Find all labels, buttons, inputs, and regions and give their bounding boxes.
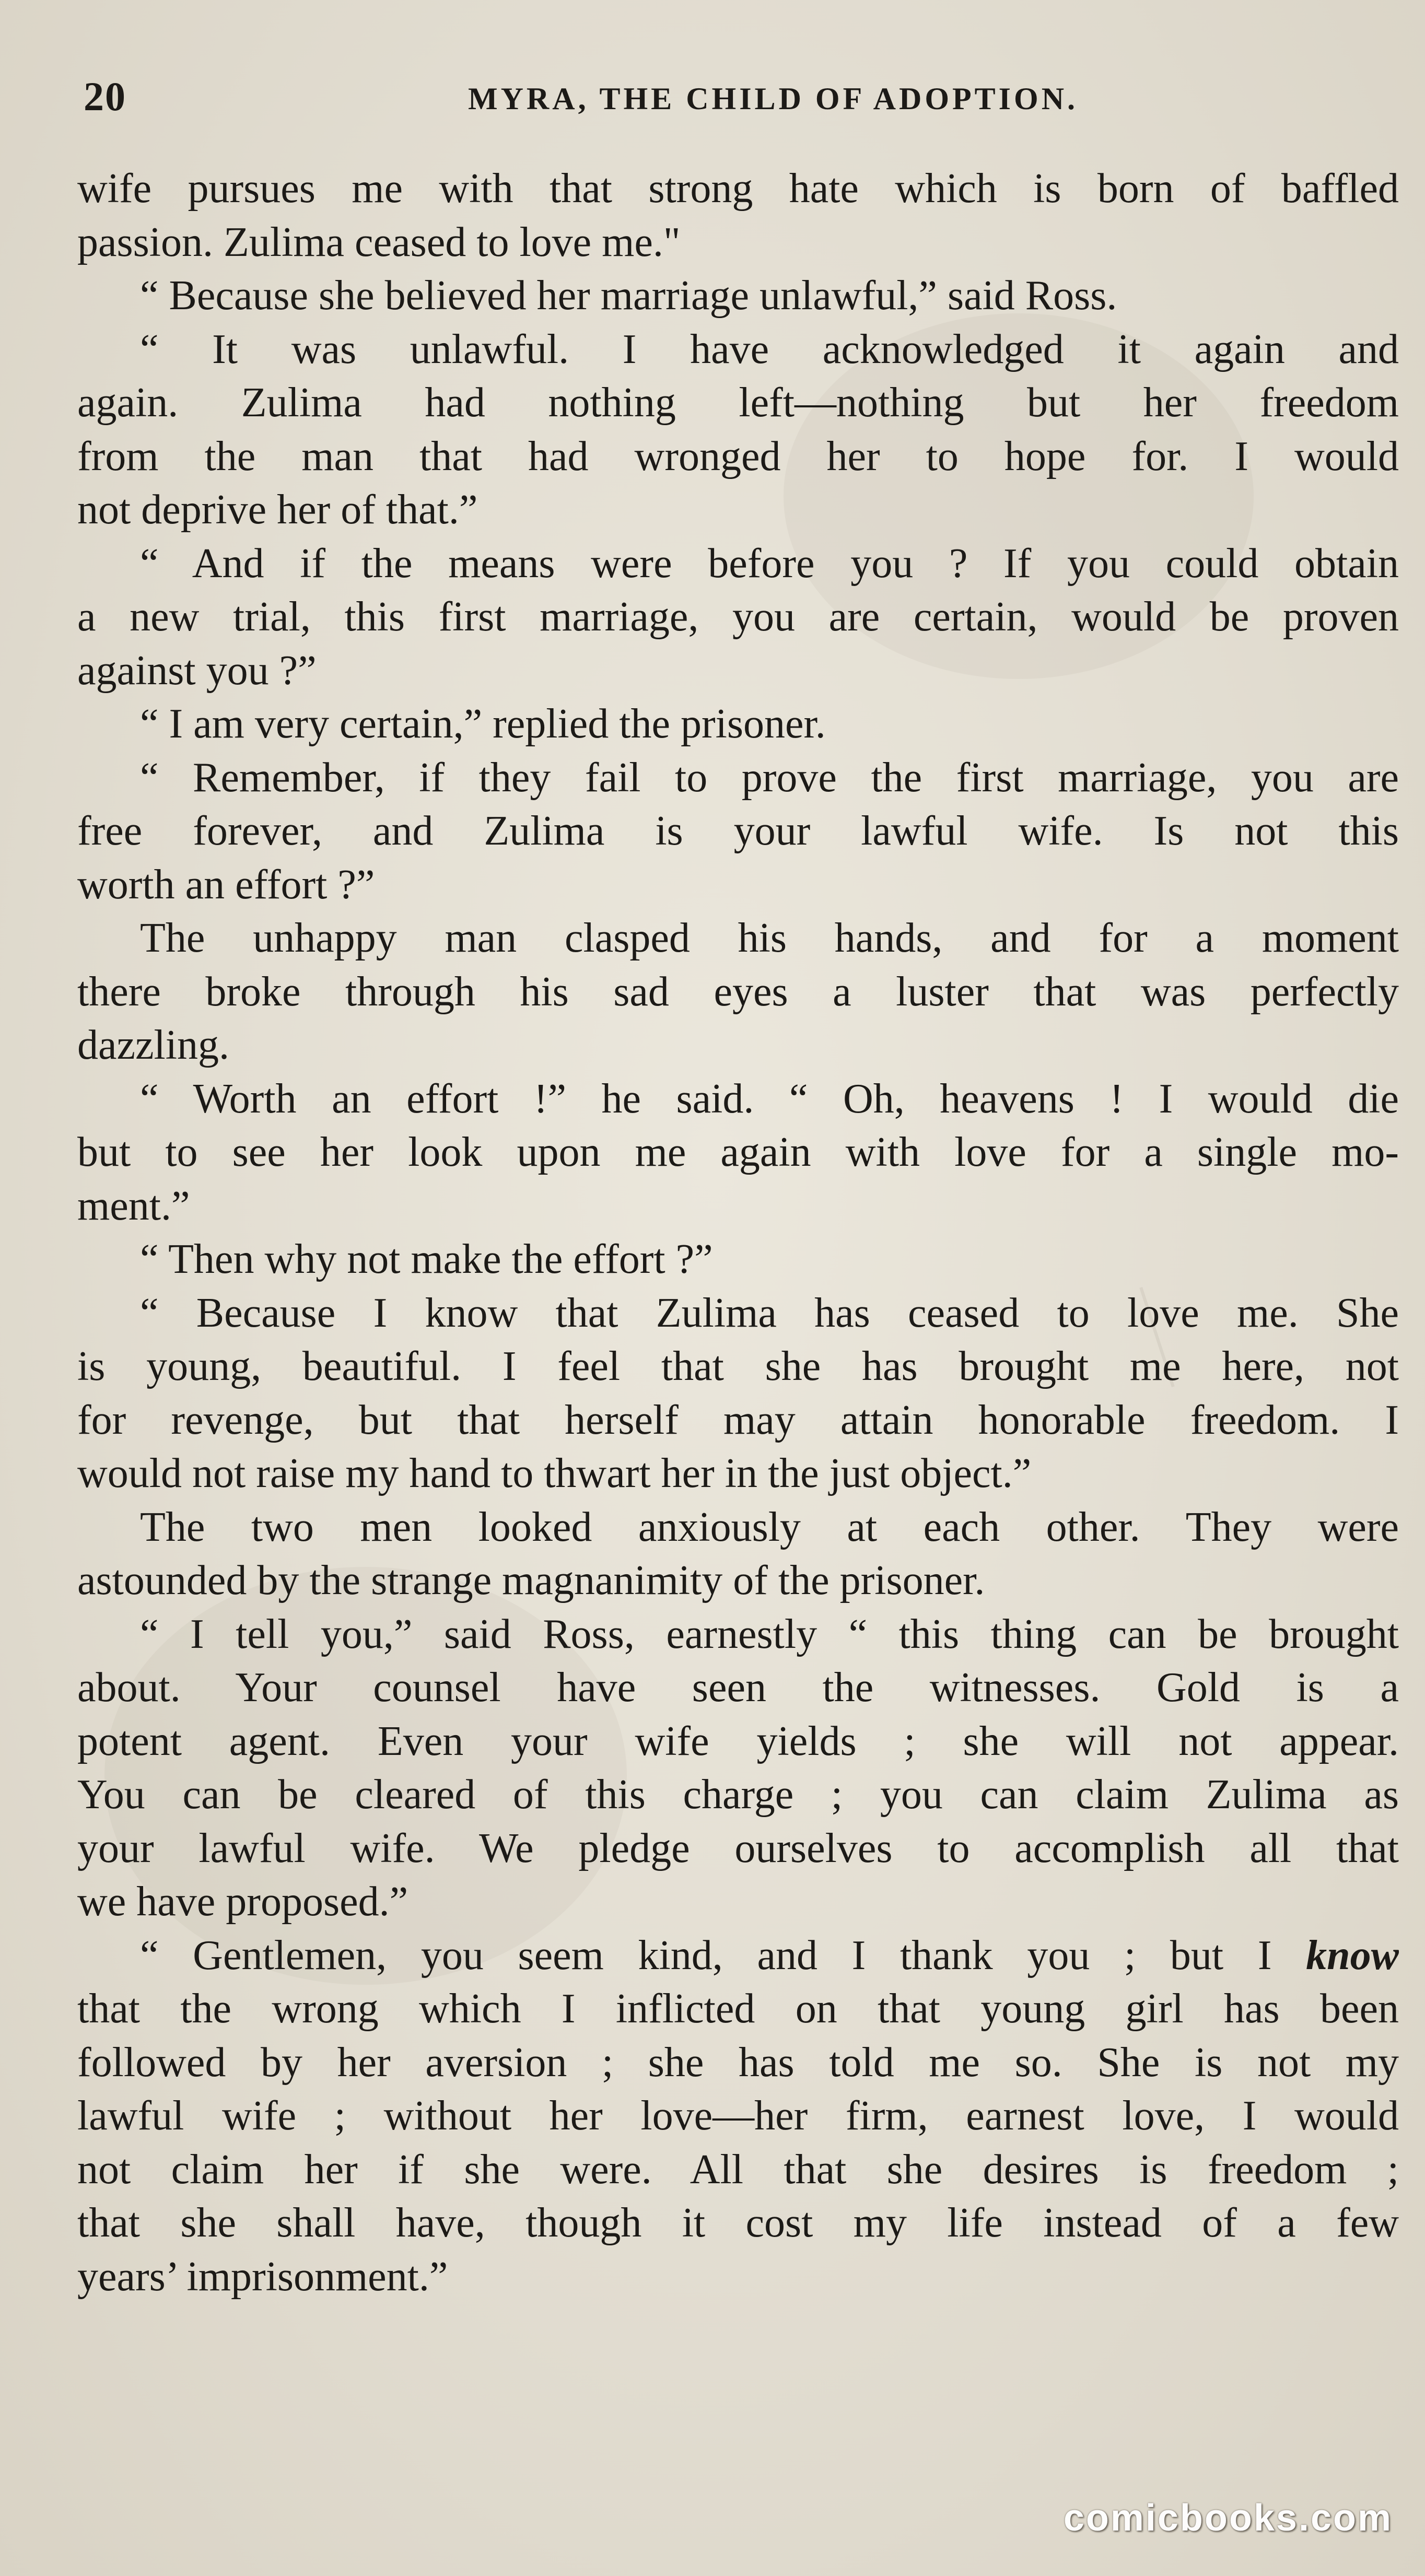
text-line [77, 1608, 1399, 1661]
text-line [77, 2036, 1399, 2090]
text-line [77, 590, 1399, 644]
line-text: again. Zulima had nothing left—nothing but her freedom [77, 380, 1399, 426]
line-text: wife pursues me with that strong hate which is born of baffled [77, 166, 1399, 212]
text-line [77, 911, 1399, 965]
text-line [77, 1126, 1399, 1179]
line-text: that the wrong which I inflicted on that young girl has been [77, 1986, 1399, 2032]
text-line [77, 269, 1399, 323]
line-text: “ Because I know that Zulima has ceased to love me. She [140, 1290, 1399, 1336]
text-line [77, 2089, 1399, 2143]
text-line [77, 858, 1399, 912]
line-text: about. Your counsel have seen the witnesses. Gold is a [77, 1665, 1399, 1711]
text-line [77, 2250, 1399, 2304]
text-line [77, 162, 1399, 216]
line-text: is young, beautiful. I feel that she has brought me here, not [77, 1343, 1399, 1389]
line-text: there broke through his sad eyes a luster that was perfectly [77, 968, 1399, 1015]
line-text: for revenge, but that herself may attain honorable freedom. I [77, 1397, 1399, 1443]
line-text: against you ?” [77, 647, 317, 694]
text-line [77, 1447, 1399, 1501]
line-text: The two men looked anxiously at each other. They were [140, 1504, 1399, 1550]
page-header [78, 71, 1395, 123]
text-line [77, 1822, 1399, 1876]
line-text: The unhappy man clasped his hands, and for a moment [140, 915, 1399, 961]
page-number: 20 [84, 74, 126, 119]
text-line [77, 1233, 1399, 1286]
line-text: worth an effort ?” [77, 861, 375, 908]
line-text: not deprive her of that.” [77, 487, 478, 533]
watermark: comicbooks.com [1063, 2497, 1393, 2539]
text-line [77, 430, 1399, 484]
text-line [77, 1982, 1399, 2036]
running-title: MYRA, THE CHILD OF ADOPTION. [468, 81, 1079, 116]
text-line [77, 644, 1399, 698]
line-text: “ Because she believed her marriage unlawful,” said Ross. [140, 273, 1117, 319]
line-text: that she shall have, though it cost my life instead of a few [77, 2200, 1399, 2246]
text-line [77, 1715, 1399, 1769]
line-text: “ Then why not make the effort ?” [140, 1236, 713, 1282]
text-line [77, 1394, 1399, 1447]
text-line [77, 1875, 1399, 1929]
line-text: lawful wife ; without her love—her firm, earnest love, I would [77, 2093, 1399, 2139]
text-line [77, 1179, 1399, 1233]
line-text: “ Gentlemen, you seem kind, and I thank you ; but I [140, 1932, 1306, 1978]
text-line [77, 537, 1399, 591]
text-line [77, 804, 1399, 858]
emphasis-text: know [1306, 1932, 1399, 1978]
line-text: “ And if the means were before you ? If you could obtain [140, 540, 1399, 587]
text-line [77, 2196, 1399, 2250]
line-text: astounded by the strange magnanimity of the prisoner. [77, 1558, 985, 1603]
text-line [77, 751, 1399, 805]
line-text: passion. Zulima ceased to love me." [77, 219, 681, 265]
line-text: You can be cleared of this charge ; you can claim Zulima as [77, 1772, 1399, 1818]
line-text: “ I am very certain,” replied the prisoner. [140, 701, 826, 747]
line-text: your lawful wife. We pledge ourselves to accomplish all that [77, 1825, 1399, 1871]
line-text: “ Worth an effort !” he said. “ Oh, heavens ! I would die [140, 1075, 1399, 1122]
line-text: we have proposed.” [77, 1879, 408, 1925]
text-line [77, 1072, 1399, 1126]
line-text: but to see her look upon me again with love for a single mo- [77, 1129, 1399, 1175]
text-line [77, 1286, 1399, 1340]
text-line [77, 1661, 1399, 1715]
line-text: free forever, and Zulima is your lawful wife. Is not this [77, 808, 1399, 854]
text-line [77, 1768, 1399, 1822]
line-text: not claim her if she were. All that she desires is freedom ; [77, 2146, 1399, 2193]
line-text: “ I tell you,” said Ross, earnestly “ this thing can be brought [140, 1611, 1399, 1657]
body-text [77, 162, 1399, 2303]
line-text: potent agent. Even your wife yields ; she will not appear. [77, 1718, 1399, 1764]
line-text: from the man that had wronged her to hope for. I would [77, 433, 1399, 479]
line-text: would not raise my hand to thwart her in the just object.” [77, 1450, 1032, 1496]
line-text: dazzling. [77, 1022, 229, 1068]
line-text: “ Remember, if they fail to prove the first marriage, you are [140, 754, 1399, 801]
text-line [77, 1554, 1399, 1608]
text-line [77, 697, 1399, 751]
line-text: “ It was unlawful. I have acknowledged it again and [140, 326, 1399, 372]
text-line [77, 1929, 1399, 1983]
text-line [77, 376, 1399, 430]
text-line [77, 2143, 1399, 2197]
text-line [77, 1501, 1399, 1554]
text-line [77, 1340, 1399, 1394]
text-line [77, 323, 1399, 377]
text-line [77, 216, 1399, 270]
text-line [77, 483, 1399, 537]
line-text: followed by her aversion ; she has told me so. She is not my [77, 2039, 1399, 2086]
line-text: years’ imprisonment.” [77, 2253, 448, 2300]
line-text: a new trial, this first marriage, you are certain, would be proven [77, 594, 1399, 640]
line-text: ment.” [77, 1182, 190, 1229]
text-line [77, 1018, 1399, 1072]
text-line [77, 965, 1399, 1019]
